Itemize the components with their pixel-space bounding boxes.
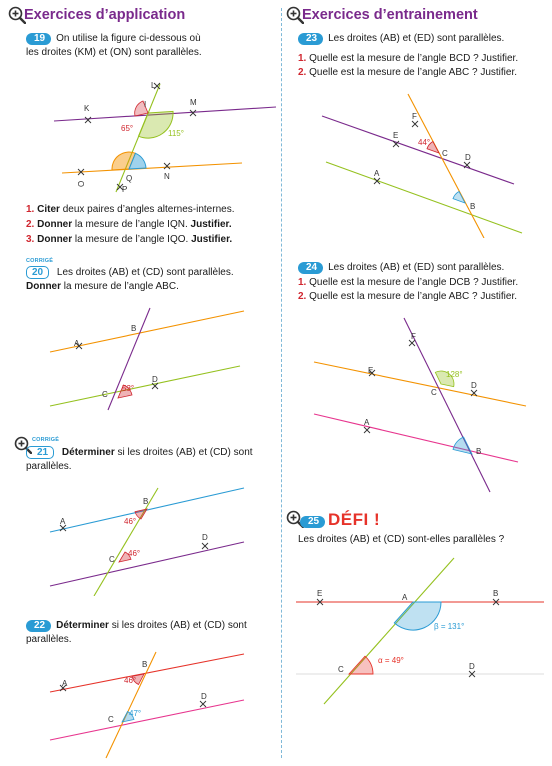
label-Q: Q — [126, 174, 133, 183]
label-A: A — [374, 169, 380, 178]
exercise-25-statement: Les droites (AB) et (CD) sont-elles parallèles ? — [298, 534, 505, 545]
label-D: D — [201, 692, 207, 701]
exercise-22-statement: 22 Déterminer si les droites (AB) et (CD) sont parallèles. — [26, 620, 247, 645]
angle-65: 65° — [121, 124, 134, 133]
exercise-23-figure — [308, 90, 540, 238]
angle-128: 128° — [446, 370, 463, 379]
label-D: D — [471, 381, 477, 390]
label-L: L — [151, 81, 156, 90]
label-C: C — [338, 665, 344, 674]
exercise-22-figure — [40, 650, 250, 760]
label-B: B — [476, 447, 482, 456]
angle-46-bottom: 46° — [128, 549, 141, 558]
label-D: D — [465, 153, 471, 162]
label-B: B — [493, 589, 499, 598]
label-E: E — [393, 131, 399, 140]
exercise-number: 20 — [26, 266, 49, 279]
label-B: B — [143, 497, 149, 506]
section-title-application: Exercices d’application — [24, 7, 186, 23]
exercise-19-figure — [40, 74, 280, 199]
exercise-number: 24 — [298, 262, 323, 274]
label-C: C — [431, 388, 437, 397]
defi-title: DÉFI ! — [328, 510, 381, 529]
label-D: D — [469, 662, 475, 671]
section-title-entrainement: Exercices d’entrainement — [302, 7, 478, 23]
exercise-23-statement: 23 Les droites (AB) et (ED) sont parallèles. — [298, 32, 550, 46]
exercise-20-statement: 20 Les droites (AB) et (CD) sont parallèles. Donner la mesure de l’angle ABC. — [26, 267, 234, 292]
label-A: A — [74, 339, 80, 348]
corrige-tag: CORRIGÉ — [32, 437, 60, 443]
label-B: B — [131, 324, 137, 333]
label-O: O — [77, 180, 86, 187]
angle-115: 115° — [168, 129, 184, 138]
exercise-23-questions: 1. Quelle est la mesure de l’angle BCD ? Justifier. 2. Quelle est la mesure de l’angle ABC ? Justifier. — [298, 53, 519, 78]
label-B: B — [142, 660, 148, 669]
exercise-24-figure — [308, 314, 540, 498]
exercise-21-figure — [40, 484, 250, 596]
angle-46-top: 46° — [124, 517, 137, 526]
exercise-number: 23 — [298, 33, 323, 45]
angle-46: 46° — [124, 676, 137, 685]
exercise-number: 25 — [300, 516, 325, 528]
label-D: D — [202, 533, 208, 542]
label-A: A — [402, 593, 408, 602]
angle-beta: β = 131° — [434, 622, 465, 631]
label-F: F — [411, 332, 416, 341]
label-K: K — [84, 104, 90, 113]
exercise-number: 22 — [26, 620, 51, 632]
exercise-number: 19 — [26, 33, 51, 45]
label-A: A — [60, 517, 66, 526]
corrige-tag: CORRIGÉ — [26, 258, 54, 264]
label-E: E — [368, 366, 374, 375]
exercise-24-statement: 24 Les droites (AB) et (ED) sont parallèles. — [298, 261, 550, 275]
exercise-21-statement: 21 Déterminer si les droites (AB) et (CD) sont parallèles. — [26, 447, 253, 472]
label-F: F — [412, 112, 417, 121]
angle-44: 44° — [418, 138, 431, 147]
angle-53: 53° — [122, 384, 135, 393]
angle-47: 47° — [129, 709, 142, 718]
label-M: M — [190, 98, 197, 107]
label-A: A — [62, 679, 68, 688]
label-I: I — [144, 100, 147, 109]
label-E: E — [317, 589, 323, 598]
exercise-24-questions: 1. Quelle est la mesure de l’angle DCB ? Justifier. 2. Quelle est la mesure de l’angle ABC ? Justifier. — [298, 277, 519, 302]
label-B: B — [470, 202, 476, 211]
column-divider — [281, 8, 282, 758]
label-N: N — [164, 172, 170, 181]
label-C: C — [109, 555, 115, 564]
label-A: A — [364, 418, 370, 427]
exercise-20-figure — [40, 302, 250, 412]
angle-alpha: α = 49° — [378, 656, 404, 665]
label-P: P — [122, 185, 128, 194]
label-D: D — [152, 375, 158, 384]
exercise-25-figure — [294, 556, 546, 706]
exercise-25-number — [300, 515, 330, 529]
exercise-19-questions: 1. Citer deux paires d’angles alternes-internes. 2. Donner la mesure de l’angle IQN. Justifier. 3. Donner la mesure de l’angle IQO. Justifier. — [26, 204, 235, 245]
label-C: C — [102, 390, 108, 399]
label-C: C — [108, 715, 114, 724]
exercise-number: 21 — [26, 446, 54, 459]
label-C: C — [442, 149, 448, 158]
exercise-19-statement: 19 On utilise la figure ci-dessous où les droites (KM) et (ON) sont parallèles. — [26, 33, 202, 58]
